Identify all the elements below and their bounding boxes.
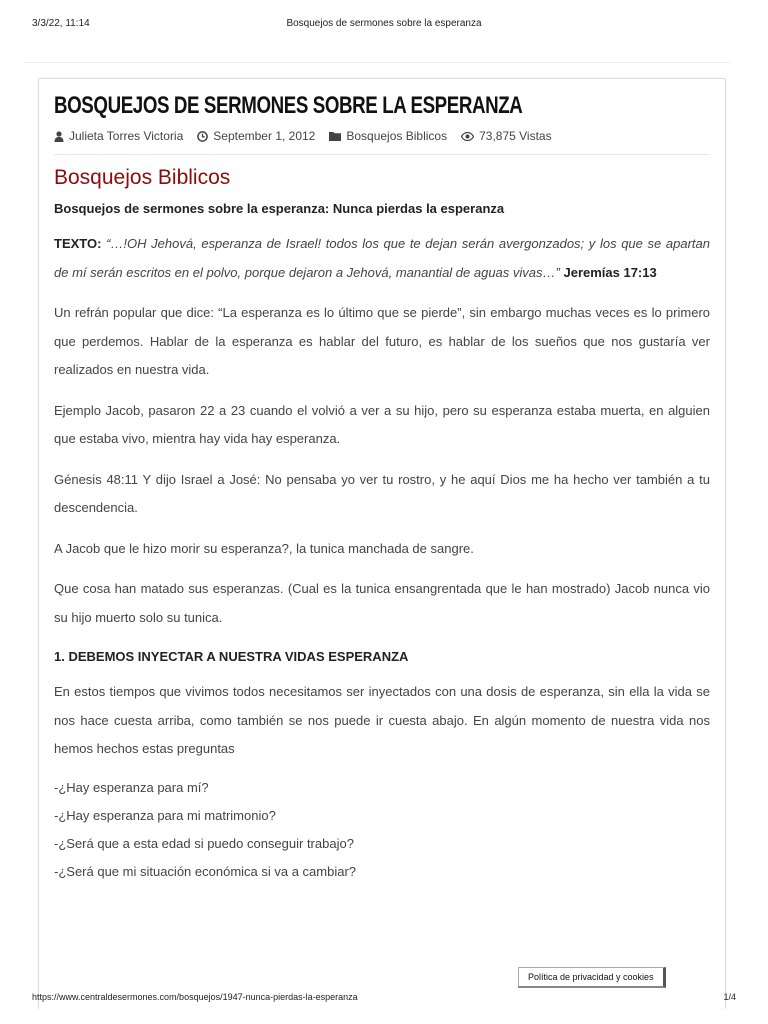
body-paragraph: A Jacob que le hizo morir su esperanza?, la tunica manchada de sangre.	[54, 540, 474, 556]
print-header	[32, 18, 736, 32]
scripture-verse: “…!OH Jehová, esperanza de Israel! todos los que te dejan serán avergonzados; y los que se apartan de mí serán escritos en el polvo, porque dejaron a Jehová, manantial de aguas vivas…”	[54, 236, 710, 280]
list-item: -¿Será que a esta edad si puedo conseguir trabajo?	[54, 835, 354, 851]
text-label: TEXTO:	[54, 236, 102, 251]
category-link: Bosquejos Biblicos	[346, 129, 448, 143]
article-subtitle: Bosquejos de sermones sobre la esperanza: Nunca pierdas la esperanza	[54, 201, 505, 216]
privacy-cookies-button[interactable]: Política de privacidad y cookies	[518, 967, 666, 988]
post-meta	[54, 128, 710, 155]
body-paragraph: Génesis 48:11 Y dijo Israel a José: No pensaba yo ver tu rostro, y he aquí Dios me ha hecho ver también a tu descendencia.	[54, 471, 710, 515]
list-item: -¿Hay esperanza para mí?	[54, 779, 209, 795]
post-date: September 1, 2012	[213, 129, 316, 143]
body-paragraph: Ejemplo Jacob, pasaron 22 a 23 cuando el volvió a ver a su hijo, pero su esperanza estaba muerta, en alguien que estaba vivo, mientra hay vida hay esperanza.	[54, 402, 710, 446]
list-item: -¿Hay esperanza para mi matrimonio?	[54, 807, 276, 823]
section-paragraph: En estos tiempos que vivimos todos necesitamos ser inyectados con una dosis de esperanza, sin ella la vida se nos hace cuesta arriba, como también se nos puede ir cuesta abajo. En algún momento de nuestra vida nos hemos hechos estas preguntas	[54, 684, 710, 756]
scripture-paragraph	[54, 230, 710, 287]
scripture-reference: Jeremías 17:13	[563, 264, 657, 280]
print-document-title: Bosquejos de sermones sobre la esperanza	[286, 18, 482, 29]
clock-icon	[197, 131, 208, 142]
page-number: 1/4	[723, 992, 736, 1002]
meta-author[interactable]	[54, 129, 183, 143]
section-heading: 1. DEBEMOS INYECTAR A NUESTRA VIDAS ESPERANZA	[54, 649, 409, 664]
body-paragraph: Que cosa han matado sus esperanzas. (Cual es la tunica ensangrentada que le han mostrado) Jacob nunca vio su hijo muerto solo su tunica.	[54, 581, 710, 625]
print-date: 3/3/22, 11:14	[32, 18, 90, 29]
category-heading: Bosquejos Biblicos	[54, 166, 231, 189]
body-paragraph: Un refrán popular que dice: “La esperanza es lo último que se pierde”, sin embargo muchas veces es lo primero que perdemos. Hablar de la esperanza es hablar del futuro, es hablar de los sueños que nos gustaría ver realizados en nuestra vida.	[54, 305, 710, 377]
folder-icon	[329, 131, 341, 141]
print-footer	[32, 992, 736, 1006]
question-list	[54, 774, 710, 886]
list-item: -¿Será que mi situación económica si va a cambiar?	[54, 863, 357, 879]
user-icon	[54, 131, 64, 142]
meta-views	[461, 129, 552, 143]
view-count: 73,875 Vistas	[479, 129, 552, 143]
post-title: BOSQUEJOS DE SERMONES SOBRE LA ESPERANZA	[54, 92, 523, 119]
print-url: https://www.centraldesermones.com/bosquejos/1947-nunca-pierdas-la-esperanza	[32, 992, 358, 1002]
author-name: Julieta Torres Victoria	[69, 129, 184, 143]
article-content	[54, 91, 710, 886]
meta-date	[197, 129, 315, 143]
article-card	[38, 78, 726, 1009]
eye-icon	[461, 132, 474, 141]
meta-category[interactable]	[329, 129, 447, 143]
